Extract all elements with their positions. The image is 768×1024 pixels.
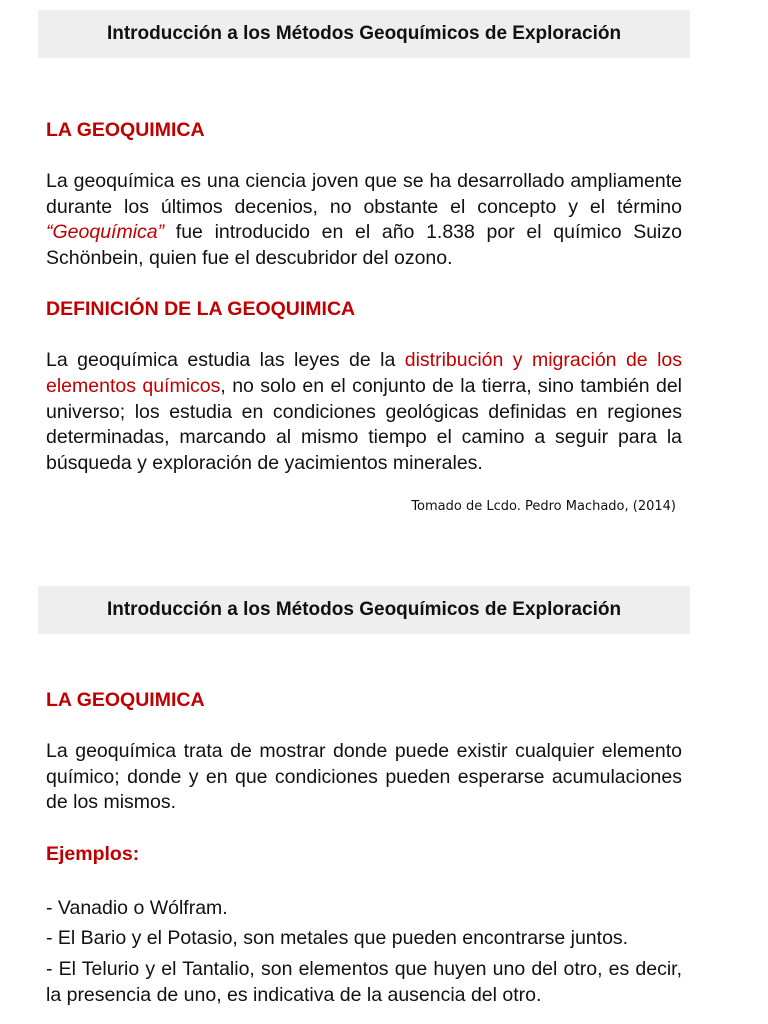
paragraph-text: , no solo en el conjunto de la tierra, sino también del universo; los estudia en condiciones geológicas definidas en regiones determinadas, marcando al mismo tiempo el camino a seguir para la búsqueda y exploración de yacimientos minerales. (46, 374, 682, 474)
section-heading-geoquimica: LA GEOQUIMICA (46, 689, 205, 711)
slide-2 (38, 586, 690, 1008)
paragraph-text: La geoquímica estudia las leyes de la (46, 349, 405, 372)
paragraph-definicion (46, 348, 682, 476)
slide-title-bar (38, 586, 690, 634)
slide-title: Introducción a los Métodos Geoquímicos de Exploración (106, 23, 622, 44)
list-item: - El Telurio y el Tantalio, son elementos que huyen uno del otro, es decir, la presencia de uno, es indicativa de la ausencia del otro. (46, 957, 682, 1006)
source-citation: Tomado de Lcdo. Pedro Machado, (2014) (411, 499, 676, 515)
paragraph-text: La geoquímica es una ciencia joven que se ha desarrollado ampliamente durante los últimos decenios, no obstante el concepto y el término (46, 170, 682, 218)
paragraph-geoquimica-intro (46, 169, 682, 271)
term-geoquimica: “Geoquímica” (46, 221, 165, 244)
slide-title: Introducción a los Métodos Geoquímicos de Exploración (106, 599, 622, 620)
section-heading-ejemplos: Ejemplos: (46, 842, 140, 865)
section-heading-geoquimica: LA GEOQUIMICA (46, 119, 205, 141)
slide-1 (38, 10, 690, 514)
section-heading-definicion: DEFINICIÓN DE LA GEOQUIMICA (46, 298, 356, 321)
examples-list (46, 896, 682, 1008)
paragraph-text: fue introducido en el año 1.838 por el químico Suizo Schönbein, quien fue el descubridor del ozono. (46, 221, 682, 269)
highlight-distribucion: distribución y migración de los elementos químicos (46, 349, 682, 397)
slide-content (38, 689, 690, 1008)
slide-title-bar (38, 10, 690, 58)
list-item: - El Bario y el Potasio, son metales que pueden encontrarse juntos. (46, 927, 629, 950)
list-item: - Vanadio o Wólfram. (46, 896, 228, 919)
slide-content (38, 119, 690, 514)
paragraph-geoquimica-trata: La geoquímica trata de mostrar donde puede existir cualquier elemento químico; donde y en que condiciones pueden esperarse acumulaciones de los mismos. (46, 740, 682, 814)
